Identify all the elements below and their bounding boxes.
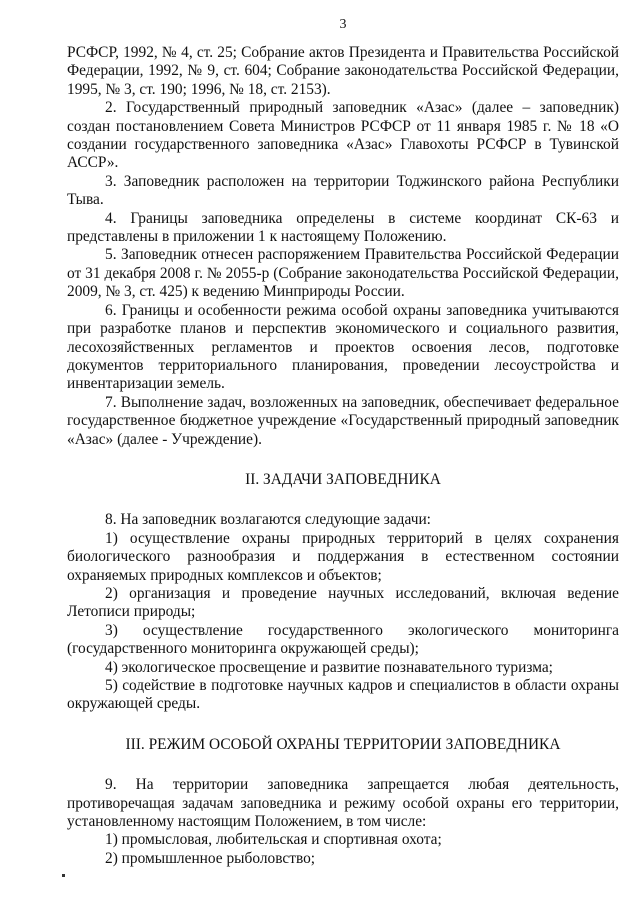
task-item-4: 4) экологическое просвещение и развитие познавательного туризма; <box>105 658 553 676</box>
task-item-5: 5) содействие в подготовке научных кадров и специалистов в области охраны окружающей среды. <box>67 677 619 713</box>
scan-mark <box>62 874 65 877</box>
task-item-2: 2) организация и проведение научных исследований, включая ведение Летописи природы; <box>67 584 619 621</box>
prohibition-item-2: 2) промышленное рыболовство; <box>105 849 316 867</box>
prohibition-item-1: 1) промысловая, любительская и спортивная охота; <box>105 831 442 849</box>
paragraph-8: 8. На заповедник возлагаются следующие задачи: <box>105 511 431 529</box>
task-item-3: 3) осуществление государственного экологического мониторинга (государственного мониторинга окружающей среды); <box>67 621 619 658</box>
paragraph-3: 3. Заповедник расположен на территории Тоджинского района Республики Тыва. <box>67 172 619 209</box>
document-body <box>67 44 619 868</box>
paragraph-4: 4. Границы заповедника определены в системе координат СК-63 и представлены в приложении 1 к настоящему Положению. <box>67 209 619 246</box>
task-item-1: 1) осуществление охраны природных территорий в целях сохранения биологического разнообразия и поддержания в естественном состоянии охраняемых природных комплексов и объектов; <box>67 529 619 584</box>
paragraph-6: 6. Границы и особенности режима особой охраны заповедника учитываются при разработке планов и перспектив экономического и социального развития, лесохозяйственных регламентов и проектов освоения лесов, подготовке документов территориального планирования, проведении лесоустройства и инвентаризации земель. <box>67 301 619 393</box>
paragraph-2: 2. Государственный природный заповедник «Азас» (далее – заповедник) создан постановлением Совета Министров РСФСР от 11 января 1985 г. № 18 «О создании государственного заповедника «Азас» Главохоты РСФСР в Тувинской АССР». <box>67 99 619 172</box>
paragraph-intro-continuation: РСФСР, 1992, № 4, ст. 25; Собрание актов Президента и Правительства Российской Федерации, 1992, № 9, ст. 604; Собрание законодательства Российской Федерации, 1995, № 3, ст. 190; 1996, № 18, ст. 2153). <box>67 44 619 98</box>
paragraph-9: 9. На территории заповедника запрещается любая деятельность, противоречащая задачам заповедника и режиму особой охраны его территории, установленному настоящим Положением, в том числе: <box>67 776 619 831</box>
section-3-heading: III. РЕЖИМ ОСОБОЙ ОХРАНЫ ТЕРРИТОРИИ ЗАПОВЕДНИКА <box>125 735 561 753</box>
paragraph-5: 5. Заповедник отнесен распоряжением Правительства Российской Федерации от 31 декабря 2008 г. № 2055-р (Собрание законодательства Российской Федерации, 2009, № 3, ст. 425) к ведению Минприроды России. <box>67 246 619 301</box>
page-number: 3 <box>339 17 347 32</box>
paragraph-7: 7. Выполнение задач, возложенных на заповедник, обеспечивает федеральное государственное бюджетное учреждение «Государственный природный заповедник «Азас» (далее - Учреждение). <box>67 393 619 448</box>
section-2-heading: II. ЗАДАЧИ ЗАПОВЕДНИКА <box>245 470 441 488</box>
